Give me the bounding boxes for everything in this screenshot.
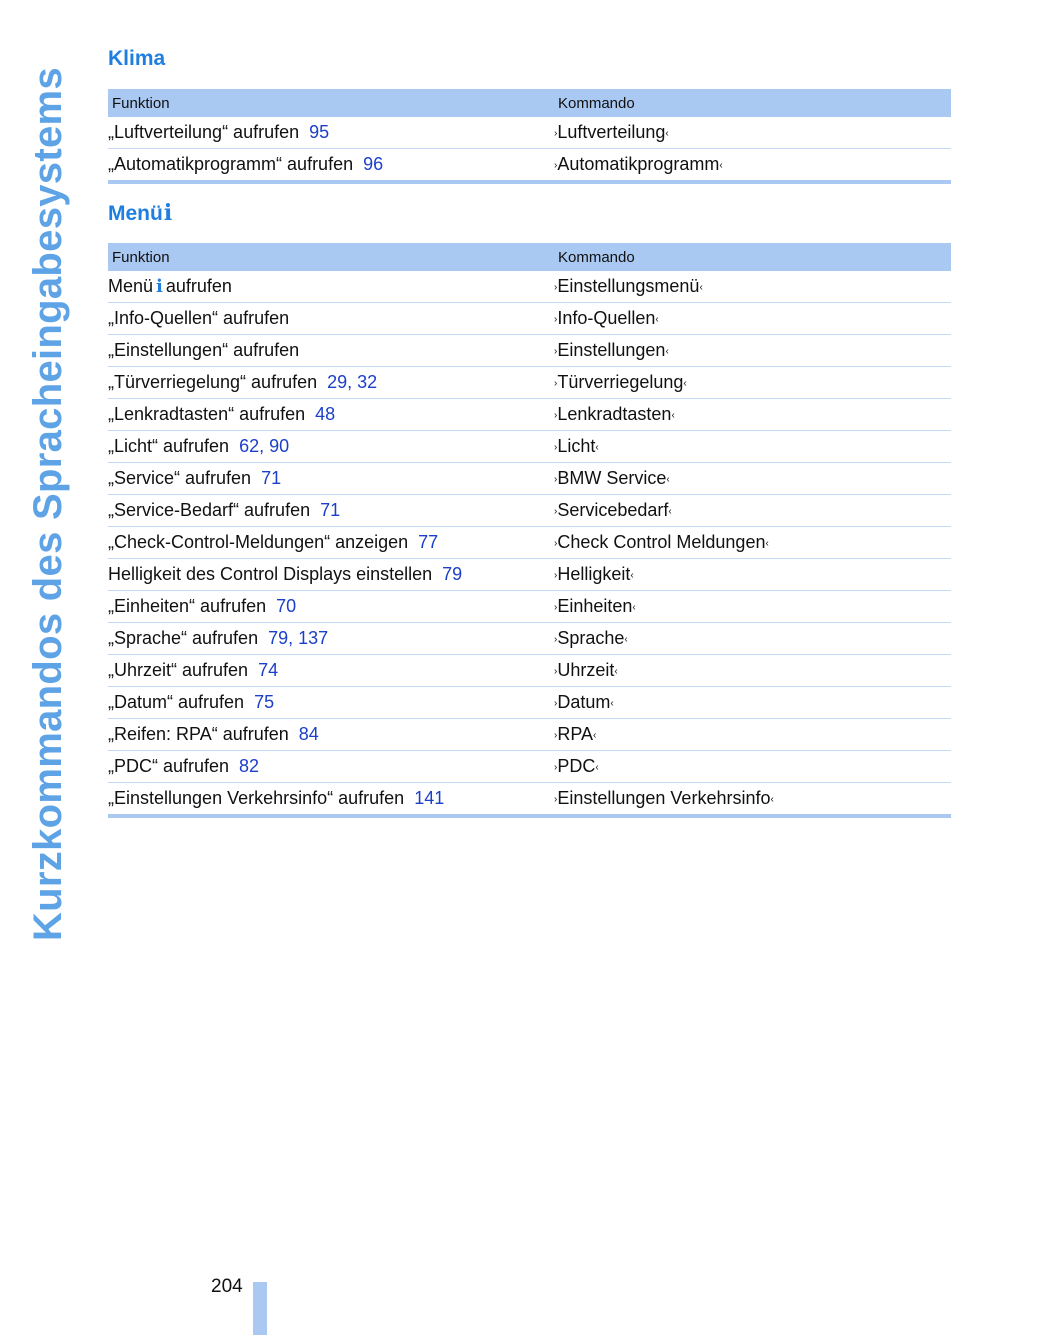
page-reference-link[interactable]: 74: [258, 660, 279, 680]
command-cell: ›Helligkeit‹: [554, 559, 951, 591]
table-row: [108, 271, 951, 303]
page-reference-link[interactable]: 141: [414, 788, 445, 808]
table-row: [108, 335, 951, 367]
command-cell: ›Servicebedarf‹: [554, 495, 951, 527]
section-title-text: Klima: [108, 47, 166, 70]
command-cell: ›Automatikprogramm‹: [554, 149, 951, 183]
table-row: [108, 463, 951, 495]
page-reference-link[interactable]: 70: [276, 596, 297, 616]
function-cell: „Info-Quellen“ aufrufen: [108, 303, 554, 335]
command-cell: ›BMW Service‹: [554, 463, 951, 495]
command-cell: ›PDC‹: [554, 751, 951, 783]
info-icon: i: [163, 200, 173, 226]
table-header-row: [108, 89, 951, 117]
table-row: [108, 367, 951, 399]
function-cell: „Einstellungen“ aufrufen: [108, 335, 554, 367]
table-row: [108, 687, 951, 719]
function-cell: „Service-Bedarf“ aufrufen 71: [108, 495, 554, 527]
page-reference-link[interactable]: 62, 90: [239, 436, 290, 456]
header-function: Funktion: [108, 89, 554, 117]
page-reference-link[interactable]: 71: [320, 500, 341, 520]
function-cell: „Automatikprogramm“ aufrufen 96: [108, 149, 554, 183]
function-cell: „Reifen: RPA“ aufrufen 84: [108, 719, 554, 751]
function-cell: „Luftverteilung“ aufrufen 95: [108, 117, 554, 149]
page-reference-link[interactable]: 79, 137: [268, 628, 329, 648]
table-row: [108, 623, 951, 655]
page-reference-link[interactable]: 82: [239, 756, 260, 776]
page-reference-link[interactable]: 95: [309, 122, 330, 142]
function-cell: „Einheiten“ aufrufen 70: [108, 591, 554, 623]
page-reference-link[interactable]: 77: [418, 532, 439, 552]
page-reference-link[interactable]: 96: [363, 154, 384, 174]
page-reference-link[interactable]: 84: [298, 724, 319, 744]
table-row: [108, 655, 951, 687]
page-reference-link[interactable]: 79: [442, 564, 463, 584]
info-icon: i: [156, 276, 163, 297]
command-cell: ›Türverriegelung‹: [554, 367, 951, 399]
page-marker-bar: [253, 1282, 267, 1335]
command-cell: ›Check Control Meldungen‹: [554, 527, 951, 559]
header-command: Kommando: [554, 89, 951, 117]
section-title-klima: [108, 47, 165, 71]
function-cell: „PDC“ aufrufen 82: [108, 751, 554, 783]
header-function: Funktion: [108, 243, 554, 271]
function-cell: „Datum“ aufrufen 75: [108, 687, 554, 719]
page-reference-link[interactable]: 71: [261, 468, 282, 488]
command-cell: ›Einstellungsmenü‹: [554, 271, 951, 303]
command-cell: ›Einstellungen Verkehrsinfo‹: [554, 783, 951, 817]
header-command: Kommando: [554, 243, 951, 271]
function-cell: „Einstellungen Verkehrsinfo“ aufrufen 141: [108, 783, 554, 817]
table-row: [108, 527, 951, 559]
command-cell: ›Uhrzeit‹: [554, 655, 951, 687]
menu-table: [108, 243, 951, 818]
function-cell: „Sprache“ aufrufen 79, 137: [108, 623, 554, 655]
table-row: [108, 431, 951, 463]
command-cell: ›Luftverteilung‹: [554, 117, 951, 149]
function-cell: „Lenkradtasten“ aufrufen 48: [108, 399, 554, 431]
function-cell: „Check-Control-Meldungen“ anzeigen 77: [108, 527, 554, 559]
page-number: 204: [211, 1276, 243, 1297]
klima-table: [108, 89, 951, 184]
table-row: [108, 751, 951, 783]
table-row: [108, 559, 951, 591]
table-row: [108, 783, 951, 817]
command-cell: ›Info-Quellen‹: [554, 303, 951, 335]
table-row: [108, 591, 951, 623]
command-cell: ›Sprache‹: [554, 623, 951, 655]
function-cell: Helligkeit des Control Displays einstellen 79: [108, 559, 554, 591]
section-title-text: Menü: [108, 202, 163, 225]
table-row: [108, 719, 951, 751]
table-row: [108, 303, 951, 335]
table-row: [108, 149, 951, 183]
table-row: [108, 495, 951, 527]
section-title-menu: [108, 200, 172, 226]
function-cell: Menü i aufrufen: [108, 271, 554, 303]
page-reference-link[interactable]: 29, 32: [327, 372, 378, 392]
command-cell: ›Lenkradtasten‹: [554, 399, 951, 431]
function-cell: „Uhrzeit“ aufrufen 74: [108, 655, 554, 687]
command-cell: ›Einheiten‹: [554, 591, 951, 623]
function-cell: „Licht“ aufrufen 62, 90: [108, 431, 554, 463]
function-cell: „Türverriegelung“ aufrufen 29, 32: [108, 367, 554, 399]
function-cell: „Service“ aufrufen 71: [108, 463, 554, 495]
table-row: [108, 399, 951, 431]
command-cell: ›Licht‹: [554, 431, 951, 463]
command-cell: ›RPA‹: [554, 719, 951, 751]
table-row: [108, 117, 951, 149]
side-title: Kurzkommandos des Spracheingabesystems: [26, 67, 70, 941]
command-cell: ›Datum‹: [554, 687, 951, 719]
table-header-row: [108, 243, 951, 271]
command-cell: ›Einstellungen‹: [554, 335, 951, 367]
page-reference-link[interactable]: 75: [254, 692, 275, 712]
page-reference-link[interactable]: 48: [315, 404, 336, 424]
